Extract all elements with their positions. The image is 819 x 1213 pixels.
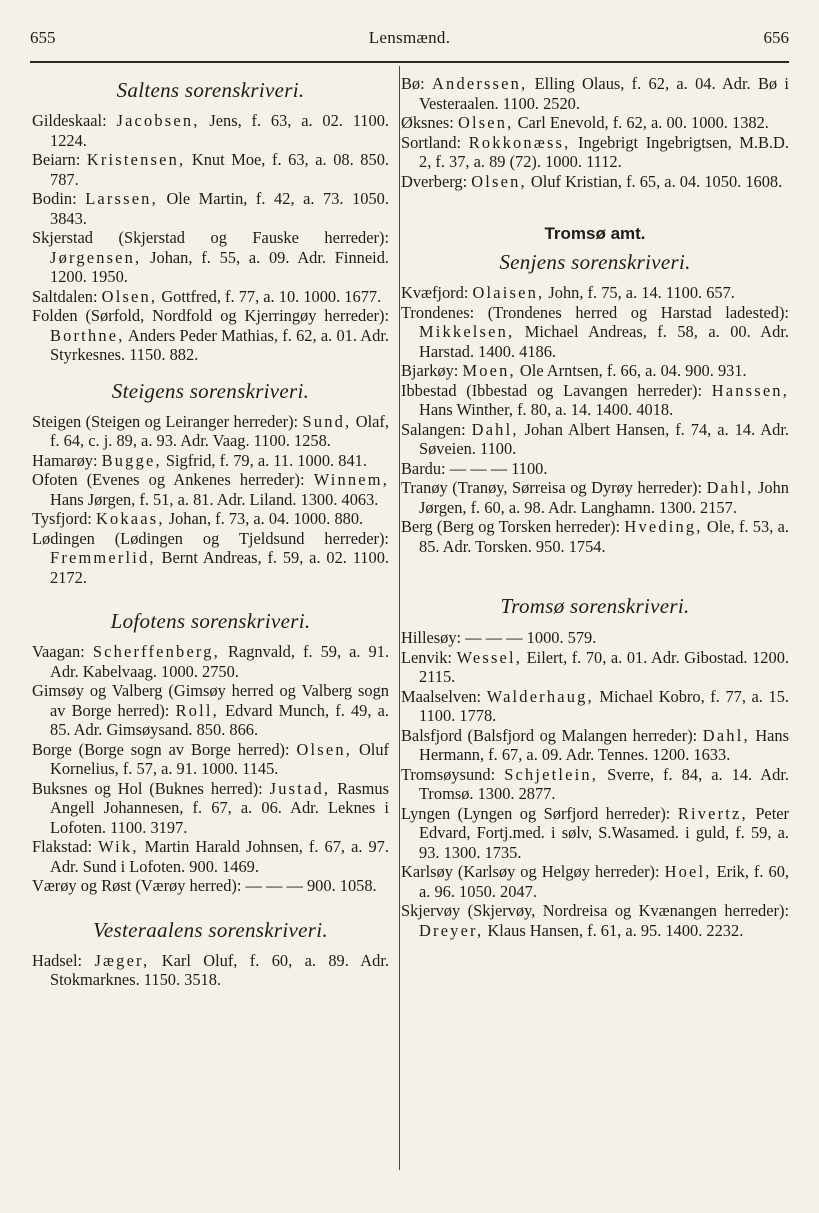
entry-details: Michael Andreas, f. 58, a. 00. Adr. Harstad. 1400. 4186. bbox=[419, 322, 789, 361]
section-heading: Senjens sorenskriveri. bbox=[499, 250, 691, 274]
entry bbox=[32, 306, 389, 365]
entry-place: Gildeskaal: bbox=[32, 111, 107, 130]
entry-name: Jørgensen, bbox=[50, 247, 142, 267]
entry-details: Ole Arntsen, f. 66, a. 04. 900. 931. bbox=[519, 361, 747, 380]
entry-place: Borge (Borge sogn av Borge herred): bbox=[32, 739, 290, 759]
entry bbox=[32, 529, 389, 588]
entry-name: Hveding, bbox=[624, 517, 703, 536]
entry-name: Jacobsen, bbox=[116, 111, 200, 130]
entry bbox=[32, 681, 389, 740]
entry-place: Bodin: bbox=[32, 189, 77, 208]
entry bbox=[401, 361, 789, 381]
entry-place: Balsfjord (Balsfjord og Malangen herreder): bbox=[401, 725, 698, 745]
entry-details: — — — 1100. bbox=[449, 458, 548, 478]
entry-place: Beiarn: bbox=[32, 150, 81, 169]
entry-place: Hadsel: bbox=[32, 950, 83, 970]
entry bbox=[401, 381, 789, 420]
entry bbox=[401, 172, 789, 192]
entry bbox=[32, 876, 389, 896]
entry-details: Elling Olaus, f. 62, a. 04. Adr. Bø i Vesteraalen. 1100. 2520. bbox=[419, 74, 789, 113]
entry bbox=[32, 740, 389, 779]
section-heading: Tromsø sorenskriveri. bbox=[500, 594, 690, 618]
page-header bbox=[30, 28, 789, 52]
entry-place: Folden (Sørfold, Nordfold og Kjerringøy herreder): bbox=[32, 306, 389, 325]
left-column bbox=[32, 66, 389, 990]
entry-name: Kokaas, bbox=[95, 509, 165, 528]
entry-name: Borthne, bbox=[50, 325, 125, 345]
entry-place: Ofoten (Evenes og Ankenes herreder): bbox=[32, 470, 305, 489]
entry-name: Olsen, bbox=[101, 286, 158, 306]
section-heading: Lofotens sorenskriveri. bbox=[110, 609, 311, 633]
entry bbox=[401, 648, 789, 687]
entry-name: Schjetlein, bbox=[504, 764, 599, 784]
entry bbox=[32, 642, 389, 681]
entry-details: Ingebrigt Ingebrigtsen, M.B.D. 2, f. 37, a. 89 (72). 1000. 1112. bbox=[419, 132, 789, 171]
section-heading: Vesteraalens sorenskriveri. bbox=[93, 917, 328, 942]
section bbox=[401, 74, 789, 191]
entry-place: Tysfjord: bbox=[32, 509, 92, 528]
entry-place: Vaagan: bbox=[32, 642, 85, 661]
entry-place: Flakstad: bbox=[32, 837, 93, 856]
entry bbox=[32, 837, 389, 876]
entry-name: Sund, bbox=[302, 411, 352, 431]
entry bbox=[401, 74, 789, 113]
entry bbox=[32, 189, 389, 228]
entry-name: Roll, bbox=[175, 700, 219, 720]
entry-details: Sverre, f. 84, a. 14. Adr. Tromsø. 1300. 2877. bbox=[419, 764, 789, 803]
entry-name: Dreyer, bbox=[419, 920, 484, 940]
entry bbox=[32, 150, 389, 189]
entry-name: Olaisen, bbox=[472, 283, 545, 302]
entry-details: Oluf Kornelius, f. 57, a. 91. 1000. 1145. bbox=[50, 739, 389, 778]
entry-place: Berg (Berg og Torsken herreder): bbox=[401, 517, 621, 536]
entry-name: Olsen, bbox=[296, 739, 353, 759]
entry-name: Hoel, bbox=[664, 862, 712, 881]
entry-place: Bjarkøy: bbox=[401, 361, 459, 380]
entry-place: Skjerstad (Skjerstad og Fauske herreder): bbox=[32, 228, 389, 247]
entry-name: Olsen, bbox=[457, 113, 514, 132]
entry bbox=[401, 862, 789, 901]
entry-place: Sortland: bbox=[401, 132, 462, 152]
entry-place: Bø: bbox=[401, 74, 425, 93]
right-column bbox=[401, 66, 789, 940]
entry-details: — — — 1000. 579. bbox=[465, 628, 597, 647]
entry-details: Michael Kobro, f. 77, a. 15. 1100. 1778. bbox=[419, 686, 789, 725]
entry-place: Lyngen (Lyngen og Sørfjord herreder): bbox=[401, 803, 671, 823]
entry bbox=[32, 111, 389, 150]
entry-name: Larssen, bbox=[85, 189, 158, 208]
entry-name: Dahl, bbox=[706, 478, 754, 497]
entry-details: Hans Winther, f. 80, a. 14. 1400. 4018. bbox=[419, 400, 674, 419]
entry-name: Olsen, bbox=[471, 171, 527, 191]
entry-name: Fremmerlid, bbox=[50, 548, 156, 567]
entry-place: Tromsøysund: bbox=[401, 764, 496, 784]
entry bbox=[32, 509, 389, 529]
entry-name: Walderhaug, bbox=[486, 686, 594, 706]
entry bbox=[401, 687, 789, 726]
entry-details: Ole Martin, f. 42, a. 73. 1050. 3843. bbox=[50, 189, 389, 228]
entry-name: Moen, bbox=[462, 361, 516, 380]
entry-name: Scherffenberg, bbox=[92, 642, 220, 661]
entry-name: Kristensen, bbox=[86, 150, 186, 169]
entry-place: Lødingen (Lødingen og Tjeldsund herreder): bbox=[32, 528, 389, 548]
entry-details: Johan Albert Hansen, f. 74, a. 14. Adr. Søveien. 1100. bbox=[419, 419, 789, 458]
entry bbox=[32, 779, 389, 838]
entry-name: Dahl, bbox=[471, 419, 519, 439]
entry-name: Rivertz, bbox=[677, 803, 748, 823]
entry-place: Steigen (Steigen og Leiranger herreder): bbox=[32, 411, 299, 431]
entry-details: Knut Moe, f. 63, a. 08. 850. 787. bbox=[50, 150, 389, 189]
entry-details: Carl Enevold, f. 62, a. 00. 1000. 1382. bbox=[517, 113, 769, 132]
entry-name: Wessel, bbox=[456, 647, 523, 667]
entry-details: Sigfrid, f. 79, a. 11. 1000. 841. bbox=[165, 450, 367, 470]
page-number-left: 655 bbox=[30, 28, 56, 47]
entry-place: Maalselven: bbox=[401, 686, 482, 706]
section bbox=[401, 223, 789, 556]
entry-name: Mikkelsen, bbox=[419, 322, 515, 341]
section bbox=[32, 78, 389, 365]
section bbox=[32, 609, 389, 896]
entry-name: Rokkonæss, bbox=[468, 132, 571, 152]
entry-place: Dverberg: bbox=[401, 171, 468, 191]
page-number-right: 656 bbox=[763, 28, 789, 47]
entry-details: Klaus Hansen, f. 61, a. 95. 1400. 2232. bbox=[487, 920, 744, 940]
entry-place: Kvæfjord: bbox=[401, 283, 469, 302]
entry-name: Hanssen, bbox=[711, 380, 789, 400]
section bbox=[401, 594, 789, 940]
entry bbox=[401, 804, 789, 863]
entry-details: Erik, f. 60, a. 96. 1050. 2047. bbox=[419, 862, 789, 901]
entry-details: Rasmus Angell Johannesen, f. 67, a. 06. Adr. Leknes i Lofoten. 1100. 3197. bbox=[50, 778, 390, 837]
amt-heading: Tromsø amt. bbox=[544, 224, 646, 243]
entry bbox=[401, 113, 789, 133]
entry-details: Jens, f. 63, a. 02. 1100. 1224. bbox=[50, 111, 389, 150]
entry-place: Buksnes og Hol (Buknes herred): bbox=[32, 778, 263, 798]
entry-name: Dahl, bbox=[702, 725, 750, 745]
entry bbox=[401, 901, 789, 940]
entry-details: Peter Edvard, Fortj.med. i sølv, S.Wasamed. i guld, f. 59, a. 93. 1300. 1735. bbox=[419, 803, 789, 862]
entry-details: Karl Oluf, f. 60, a. 89. Adr. Stokmarknes. 1150. 3518. bbox=[50, 950, 389, 989]
entry-details: Eilert, f. 70, a. 01. Adr. Gibostad. 1200. 2115. bbox=[419, 647, 789, 686]
running-title: Lensmænd. bbox=[368, 28, 451, 47]
entry-place: Værøy og Røst (Værøy herred): bbox=[32, 876, 242, 895]
entry bbox=[32, 470, 389, 509]
entry-name: Winnem, bbox=[313, 470, 389, 489]
column-divider bbox=[399, 66, 400, 1170]
entry-name: Anderssen, bbox=[432, 74, 528, 93]
header-rule bbox=[30, 61, 789, 63]
entry bbox=[401, 303, 789, 362]
entry-details: Hans Hermann, f. 67, a. 09. Adr. Tennes. 1200. 1633. bbox=[419, 725, 789, 764]
entry-place: Skjervøy (Skjervøy, Nordreisa og Kvænangen herreder): bbox=[401, 901, 789, 920]
entry-details: John Jørgen, f. 60, a. 98. Adr. Langhamn. 1300. 2157. bbox=[419, 478, 789, 517]
entry-place: Trondenes: (Trondenes herred og Harstad ladested): bbox=[401, 302, 789, 322]
entry-details: John, f. 75, a. 14. 1100. 657. bbox=[548, 283, 735, 302]
entry-place: Øksnes: bbox=[401, 113, 454, 132]
entry-details: Gottfred, f. 77, a. 10. 1000. 1677. bbox=[161, 286, 382, 306]
entry-details: Anders Peder Mathias, f. 62, a. 01. Adr. Styrkesnes. 1150. 882. bbox=[50, 325, 389, 364]
section-heading: Steigens sorenskriveri. bbox=[111, 378, 310, 403]
entry bbox=[32, 412, 389, 451]
section bbox=[32, 918, 389, 990]
entry bbox=[401, 517, 789, 556]
entry-place: Tranøy (Tranøy, Sørreisa og Dyrøy herreder): bbox=[401, 478, 703, 497]
entry-name: Justad, bbox=[269, 778, 331, 798]
entry bbox=[32, 451, 389, 471]
entry-place: Lenvik: bbox=[401, 647, 452, 667]
entry-details: Ole, f. 53, a. 85. Adr. Torsken. 950. 1754. bbox=[419, 517, 789, 556]
entry-place: Ibbestad (Ibbestad og Lavangen herreder): bbox=[401, 380, 703, 400]
entry-place: Gimsøy og Valberg (Gimsøy herred og Valberg sogn av Borge herred): bbox=[32, 681, 389, 720]
entry-place: Hillesøy: bbox=[401, 628, 462, 647]
entry-details: Bernt Andreas, f. 59, a. 02. 1100. 2172. bbox=[50, 548, 389, 587]
entry-details: Oluf Kristian, f. 65, a. 04. 1050. 1608. bbox=[530, 171, 783, 191]
entry-details: Johan, f. 73, a. 04. 1000. 880. bbox=[168, 509, 364, 528]
entry-details: Johan, f. 55, a. 09. Adr. Finneid. 1200. 1950. bbox=[50, 247, 389, 286]
entry bbox=[401, 283, 789, 303]
section-heading: Saltens sorenskriveri. bbox=[116, 78, 305, 102]
entry-name: Jæger, bbox=[94, 950, 150, 970]
entry-details: Martin Harald Johnsen, f. 67, a. 97. Adr. Sund i Lofoten. 900. 1469. bbox=[50, 837, 389, 876]
entry-details: Olaf, f. 64, c. j. 89, a. 93. Adr. Vaag. 1100. 1258. bbox=[50, 411, 389, 450]
entry-details: Ragnvald, f. 59, a. 91. Adr. Kabelvaag. 1000. 2750. bbox=[50, 642, 389, 681]
entry bbox=[32, 228, 389, 287]
entry bbox=[32, 951, 389, 990]
entry-place: Karlsøy (Karlsøy og Helgøy herreder): bbox=[401, 862, 660, 881]
entry bbox=[401, 133, 789, 172]
entry bbox=[401, 420, 789, 459]
entry-place: Bardu: bbox=[401, 458, 446, 478]
entry-details: — — — 900. 1058. bbox=[245, 876, 377, 895]
entry-place: Hamarøy: bbox=[32, 450, 98, 470]
entry bbox=[401, 726, 789, 765]
section bbox=[32, 379, 389, 588]
entry bbox=[401, 459, 789, 479]
entry-details: Hans Jørgen, f. 51, a. 81. Adr. Liland. 1300. 4063. bbox=[50, 489, 379, 509]
entry-place: Salangen: bbox=[401, 419, 466, 439]
entry bbox=[32, 287, 389, 307]
entry-place: Saltdalen: bbox=[32, 286, 98, 306]
entry-details: Edvard Munch, f. 49, a. 85. Adr. Gimsøysand. 850. 866. bbox=[50, 700, 389, 739]
entry-name: Bugge, bbox=[101, 450, 162, 470]
entry bbox=[401, 478, 789, 517]
entry-name: Wik, bbox=[98, 837, 139, 856]
entry bbox=[401, 628, 789, 648]
entry bbox=[401, 765, 789, 804]
